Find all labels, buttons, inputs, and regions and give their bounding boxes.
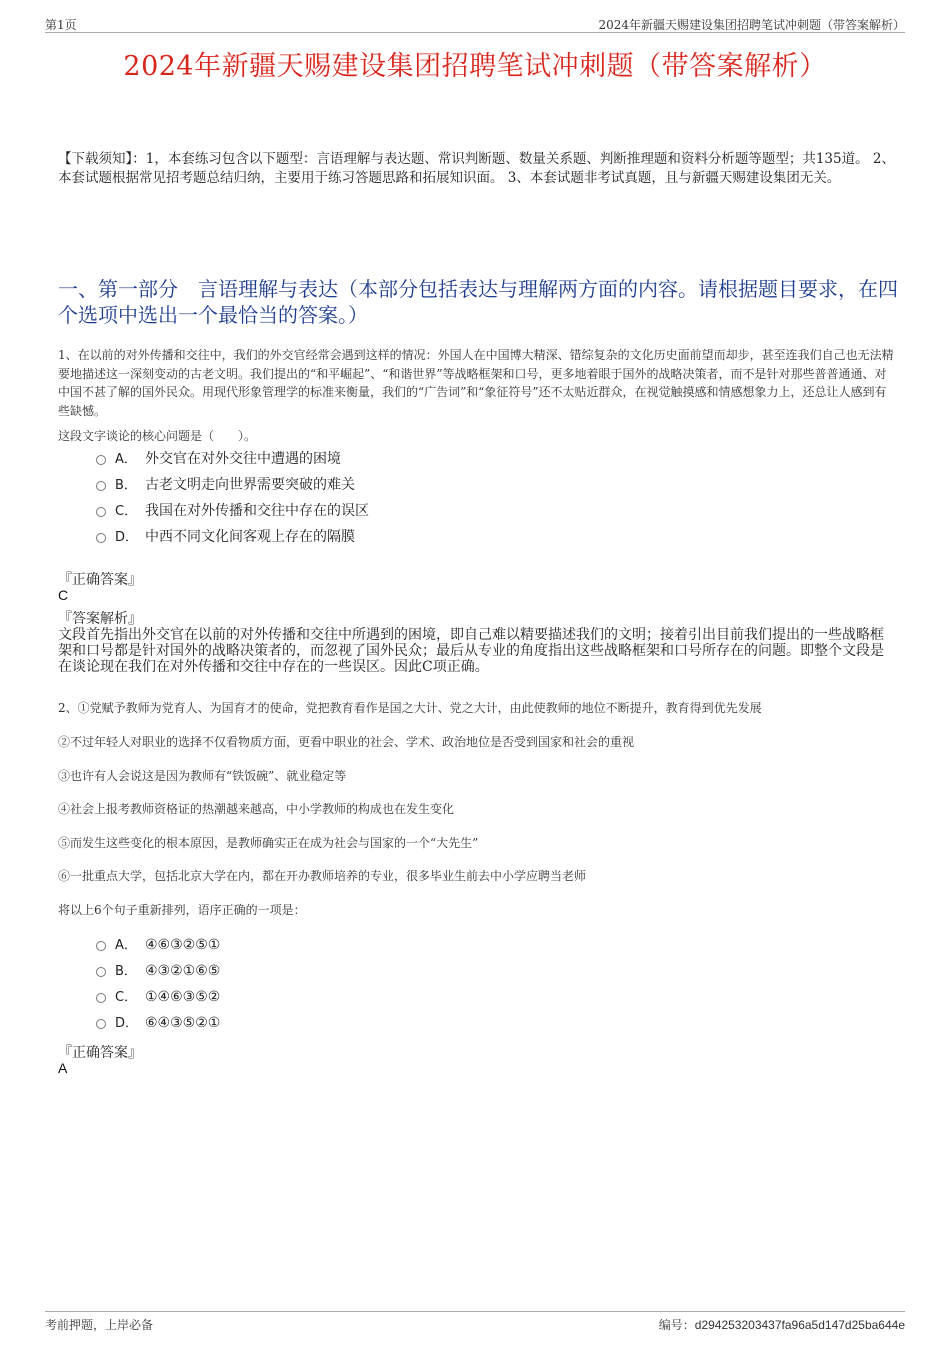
q2-sentence-4: ④社会上报考教师资格证的热潮越来越高，中小学教师的构成也在发生变化	[58, 802, 455, 816]
header-doc-title: 2024年新疆天赐建设集团招聘笔试冲刺题（带答案解析）	[598, 18, 905, 32]
radio-icon[interactable]	[96, 993, 106, 1003]
q1-analysis-label: 『答案解析』	[58, 611, 142, 627]
q2-sentence-1: 2、①党赋予教师为党育人、为国育才的使命，党把教育看作是国之大计、党之大计，由此使教师的地位不断提升，教育得到优先发展	[58, 701, 762, 715]
q1-analysis: 文段首先指出外交官在以前的对外传播和交往中所遇到的困境，即自己难以精要描述我们的文明；接着引出目前我们提出的一些战略框架和口号都是针对国外的战略决策者的，而忽视了国外民众；最后从专业的角度指出这些战略框架和口号所存在的问题。即整个文段是在谈论现在我们在对外传播和交往中存在的一些误区。因此C项正确。	[58, 627, 884, 675]
download-notice: 【下载须知】：1，本套练习包含以下题型：言语理解与表达题、常识判断题、数量关系题、判断推理题和资料分析题等题型；共135道。 2、本套试题根据常见招考题总结归纳，主要用于练习答题思路和拓展知识面。 3、本套试题非考试真题，且与新疆天赐建设集团无关。	[58, 151, 895, 186]
page-number: 第1页	[45, 18, 77, 32]
q2-answer: A	[58, 1060, 68, 1076]
option-letter: A．	[115, 938, 137, 953]
radio-icon[interactable]	[96, 481, 106, 491]
q2-sentence-2: ②不过年轻人对职业的选择不仅看物质方面，更看中职业的社会、学术、政治地位是否受到国家和社会的重视	[58, 735, 635, 749]
q1-option-d[interactable]	[96, 527, 355, 547]
q2-option-d[interactable]	[96, 1013, 220, 1033]
document-code: 编号：d294253203437fa96a5d147d25ba644e	[658, 1318, 905, 1332]
q2-sentence-3: ③也许有人会说这是因为教师有“铁饭碗”、就业稳定等	[58, 769, 347, 783]
radio-icon[interactable]	[96, 941, 106, 951]
option-text: ①④⑥③⑤②	[145, 989, 221, 1005]
radio-icon[interactable]	[96, 1019, 106, 1029]
page-title: 2024年新疆天赐建设集团招聘笔试冲刺题（带答案解析）	[123, 51, 827, 82]
option-text: 我国在对外传播和交往中存在的误区	[145, 503, 369, 519]
radio-icon[interactable]	[96, 507, 106, 517]
question-1-text: 1、在以前的对外传播和交往中，我们的外交官经常会遇到这样的情况：外国人在中国博大精深、错综复杂的文化历史面前望而却步，甚至连我们自己也无法精要地描述这一深刻变动的古老文明。我们提出的“和平崛起”、“和谐世界”等战略框架和口号，更多地着眼于国外的战略决策者，而不是针对那些普普通通、对中国不甚了解的国外民众。用现代形象管理学的标准来衡量，我们的“广告词”和“象征符号”还不太贴近群众，在视觉触摸感和情感想象力上，还总让人感到有些缺憾。	[58, 348, 894, 418]
q2-answer-label: 『正确答案』	[58, 1045, 142, 1061]
q2-option-c[interactable]	[96, 987, 220, 1007]
option-letter: C．	[115, 990, 138, 1005]
q2-sentence-6: ⑥一批重点大学，包括北京大学在内，都在开办教师培养的专业，很多毕业生前去中小学应聘当老师	[58, 869, 587, 883]
page-footer	[45, 1311, 905, 1334]
q1-option-a[interactable]	[96, 449, 341, 469]
option-text: 中西不同文化间客观上存在的隔膜	[145, 529, 355, 545]
option-letter: B．	[115, 964, 137, 979]
option-letter: C．	[115, 504, 138, 519]
radio-icon[interactable]	[96, 533, 106, 543]
q2-sentence-5: ⑤而发生这些变化的根本原因，是教师确实正在成为社会与国家的一个“大先生”	[58, 836, 479, 850]
option-text: ④⑥③②⑤①	[145, 937, 221, 953]
option-letter: D．	[115, 530, 139, 545]
option-text: ⑥④③⑤②①	[145, 1015, 221, 1031]
radio-icon[interactable]	[96, 455, 106, 465]
radio-icon[interactable]	[96, 967, 106, 977]
q1-option-b[interactable]	[96, 475, 355, 495]
option-letter: D．	[115, 1016, 139, 1031]
q1-answer: C	[58, 587, 69, 603]
option-text: 古老文明走向世界需要突破的难关	[145, 477, 355, 493]
q2-option-a[interactable]	[96, 935, 220, 955]
option-text: ④③②①⑥⑤	[145, 963, 221, 979]
footer-slogan: 考前押题，上岸必备	[45, 1318, 154, 1332]
q1-answer-label: 『正确答案』	[58, 572, 142, 588]
question-1-prompt: 这段文字谈论的核心问题是（ ）。	[58, 429, 257, 443]
q2-option-b[interactable]	[96, 961, 220, 981]
section-heading: 一、第一部分 言语理解与表达（本部分包括表达与理解两方面的内容。请根据题目要求，在四个选项中选出一个最恰当的答案。）	[58, 277, 898, 327]
page-header	[45, 14, 905, 33]
q1-option-c[interactable]	[96, 501, 369, 521]
option-letter: A．	[115, 452, 137, 467]
option-text: 外交官在对外交往中遭遇的困境	[145, 451, 341, 467]
q2-prompt: 将以上6个句子重新排列，语序正确的一项是：	[58, 903, 306, 917]
option-letter: B．	[115, 478, 137, 493]
